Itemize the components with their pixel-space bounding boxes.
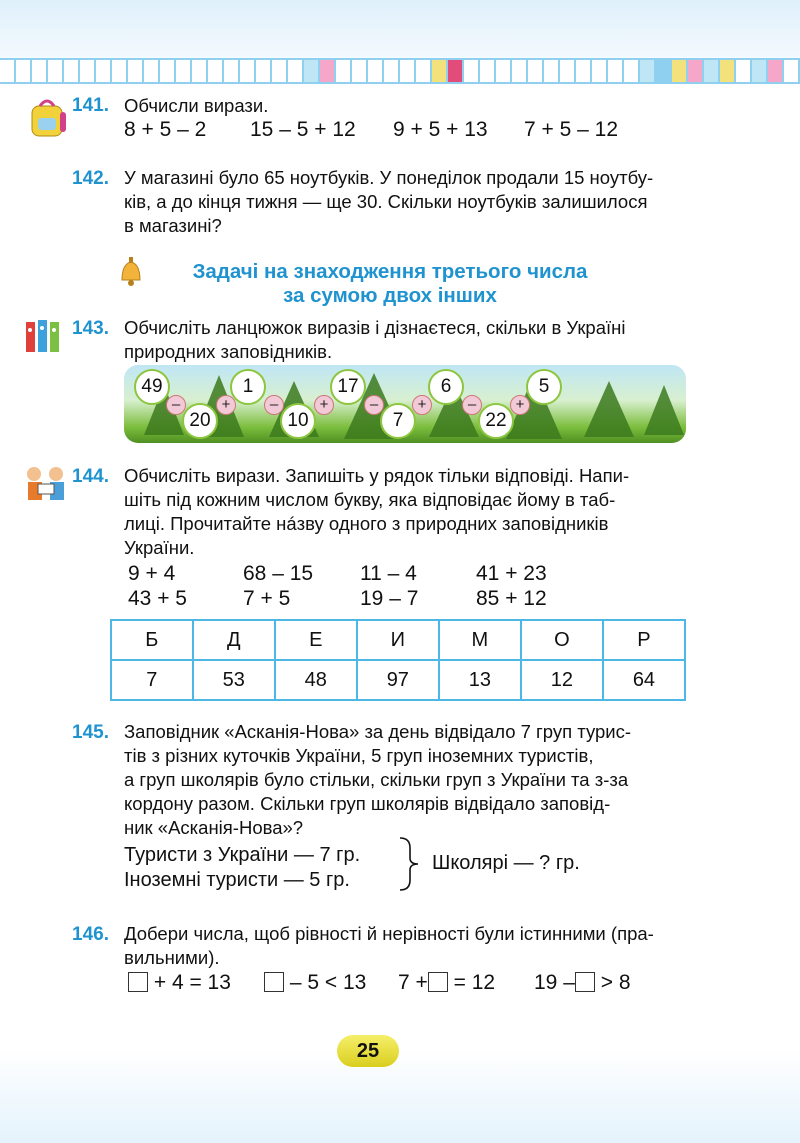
strip-cell bbox=[496, 60, 512, 82]
chain-number: 1 bbox=[230, 369, 266, 405]
task-text: Обчисли вирази. bbox=[124, 95, 269, 116]
equation-text: 7 + bbox=[398, 971, 428, 994]
task-text-line: Заповідник «Асканія-Нова» за день відвідало 7 груп турис- bbox=[124, 721, 632, 742]
decorative-color-strip bbox=[0, 58, 800, 84]
expression: 15 – 5 + 12 bbox=[250, 118, 356, 141]
chain-forest-banner bbox=[124, 365, 686, 443]
strip-cell bbox=[176, 60, 192, 82]
task-text-line: природних заповідників. bbox=[124, 341, 333, 362]
expression: 11 – 4 bbox=[360, 562, 417, 585]
equation-text: – 5 < 13 bbox=[289, 971, 367, 994]
strip-cell bbox=[400, 60, 416, 82]
strip-cell bbox=[192, 60, 208, 82]
operator-sign: – bbox=[166, 395, 186, 415]
kids-reading-icon bbox=[18, 462, 70, 515]
strip-cell bbox=[416, 60, 432, 82]
chain-number: 20 bbox=[182, 403, 218, 439]
strip-cell bbox=[96, 60, 112, 82]
table-cell: 7 bbox=[111, 660, 193, 700]
strip-cell bbox=[688, 60, 704, 82]
pencils-icon bbox=[20, 316, 70, 363]
section-heading-line2: за сумою двох інших bbox=[283, 284, 497, 307]
table-cell: 12 bbox=[521, 660, 603, 700]
bell-icon bbox=[114, 254, 148, 293]
strip-cell bbox=[64, 60, 80, 82]
strip-cell bbox=[704, 60, 720, 82]
strip-cell bbox=[640, 60, 656, 82]
table-cell: Р bbox=[603, 620, 685, 660]
equation-text: + 4 = 13 bbox=[153, 971, 231, 994]
chain-number: 7 bbox=[380, 403, 416, 439]
task-text-line: вильними). bbox=[124, 947, 220, 968]
question-line: Школярі — ? гр. bbox=[432, 852, 580, 874]
table-cell: 48 bbox=[275, 660, 357, 700]
strip-cell bbox=[352, 60, 368, 82]
section-heading-line1: Задачі на знаходження третього числа bbox=[192, 260, 588, 283]
strip-cell bbox=[624, 60, 640, 82]
operator-sign: + bbox=[510, 395, 530, 415]
table-cell: 13 bbox=[439, 660, 521, 700]
strip-cell bbox=[0, 60, 16, 82]
expression: 85 + 12 bbox=[476, 587, 547, 610]
strip-cell bbox=[736, 60, 752, 82]
equation-text: = 12 bbox=[453, 971, 496, 994]
table-cell: М bbox=[439, 620, 521, 660]
table-row-numbers bbox=[111, 660, 685, 700]
page-number: 25 bbox=[337, 1035, 399, 1067]
operator-sign: + bbox=[216, 395, 236, 415]
expression: 9 + 5 + 13 bbox=[393, 118, 488, 141]
condition-line: Туристи з України — 7 гр. bbox=[124, 844, 361, 866]
strip-cell bbox=[784, 60, 800, 82]
strip-cell bbox=[256, 60, 272, 82]
expression: 8 + 5 – 2 bbox=[124, 118, 207, 141]
task-text-line: ків, а до кінця тижня — ще 30. Скільки ноутбуків залишилося bbox=[124, 191, 648, 212]
expression: 19 – 7 bbox=[360, 587, 419, 610]
task-text-line: в магазині? bbox=[124, 215, 222, 236]
expression: 43 + 5 bbox=[128, 587, 187, 610]
table-cell: И bbox=[357, 620, 439, 660]
chain-number: 5 bbox=[526, 369, 562, 405]
table-cell: Б bbox=[111, 620, 193, 660]
equation-text: 19 – bbox=[534, 971, 575, 994]
operator-sign: – bbox=[364, 395, 384, 415]
task-text-line: тів з різних куточків України, 5 груп іноземних туристів, bbox=[124, 745, 594, 766]
strip-cell bbox=[336, 60, 352, 82]
task-number: 145. bbox=[72, 722, 109, 743]
table-cell: 53 bbox=[193, 660, 275, 700]
strip-cell bbox=[528, 60, 544, 82]
equation bbox=[128, 971, 231, 995]
task-number: 142. bbox=[72, 168, 109, 189]
strip-cell bbox=[448, 60, 464, 82]
task-text-line: України. bbox=[124, 537, 195, 558]
task-number: 143. bbox=[72, 318, 109, 339]
strip-cell bbox=[608, 60, 624, 82]
backpack-icon bbox=[26, 98, 70, 145]
chain-number: 49 bbox=[134, 369, 170, 405]
strip-cell bbox=[368, 60, 384, 82]
expression: 7 + 5 bbox=[243, 587, 291, 610]
task-text-line: шіть під кожним числом букву, яка відповідає йому в таб- bbox=[124, 489, 616, 510]
operator-sign: – bbox=[264, 395, 284, 415]
task-text-line: кордону разом. Скільки груп школярів відвідало заповід- bbox=[124, 793, 611, 814]
strip-cell bbox=[272, 60, 288, 82]
chain-number: 6 bbox=[428, 369, 464, 405]
task-number: 146. bbox=[72, 924, 109, 945]
curly-brace-icon bbox=[396, 836, 422, 897]
strip-cell bbox=[304, 60, 320, 82]
task-text-line: Обчисліть вирази. Запишіть у рядок тільки відповіді. Напи- bbox=[124, 465, 630, 486]
equation-text: > 8 bbox=[600, 971, 631, 994]
strip-cell bbox=[160, 60, 176, 82]
expression: 9 + 4 bbox=[128, 562, 176, 585]
strip-cell bbox=[208, 60, 224, 82]
task-text-line: У магазині було 65 ноутбуків. У понеділок продали 15 ноутбу- bbox=[124, 167, 654, 188]
strip-cell bbox=[672, 60, 688, 82]
task-text-line: Добери числа, щоб рівності й нерівності були істинними (пра- bbox=[124, 923, 654, 944]
expression: 7 + 5 – 12 bbox=[524, 118, 618, 141]
strip-cell bbox=[464, 60, 480, 82]
strip-cell bbox=[32, 60, 48, 82]
strip-cell bbox=[48, 60, 64, 82]
table-cell: Д bbox=[193, 620, 275, 660]
strip-cell bbox=[432, 60, 448, 82]
equation bbox=[264, 971, 366, 995]
chain-number: 22 bbox=[478, 403, 514, 439]
strip-cell bbox=[480, 60, 496, 82]
strip-cell bbox=[16, 60, 32, 82]
letter-number-table bbox=[110, 619, 686, 701]
strip-cell bbox=[240, 60, 256, 82]
condition-line: Іноземні туристи — 5 гр. bbox=[124, 869, 350, 891]
answer-box[interactable] bbox=[428, 972, 448, 992]
table-cell: 64 bbox=[603, 660, 685, 700]
chain-number: 17 bbox=[330, 369, 366, 405]
expression: 41 + 23 bbox=[476, 562, 547, 585]
strip-cell bbox=[288, 60, 304, 82]
operator-sign: – bbox=[462, 395, 482, 415]
strip-cell bbox=[752, 60, 768, 82]
table-cell: О bbox=[521, 620, 603, 660]
strip-cell bbox=[560, 60, 576, 82]
strip-cell bbox=[512, 60, 528, 82]
answer-box[interactable] bbox=[575, 972, 595, 992]
answer-box[interactable] bbox=[128, 972, 148, 992]
task-number: 144. bbox=[72, 466, 109, 487]
equation bbox=[534, 971, 631, 995]
strip-cell bbox=[768, 60, 784, 82]
chain-number: 10 bbox=[280, 403, 316, 439]
strip-cell bbox=[144, 60, 160, 82]
table-cell: 97 bbox=[357, 660, 439, 700]
task-text-line: лиці. Прочитайте нáзву одного з природних заповідників bbox=[124, 513, 609, 534]
task-text-line: Обчисліть ланцюжок виразів і дізнаєтеся, скільки в Україні bbox=[124, 317, 626, 338]
strip-cell bbox=[384, 60, 400, 82]
strip-cell bbox=[112, 60, 128, 82]
strip-cell bbox=[576, 60, 592, 82]
task-text-line: а груп школярів було стільки, скільки груп з України та з-за bbox=[124, 769, 629, 790]
strip-cell bbox=[224, 60, 240, 82]
strip-cell bbox=[544, 60, 560, 82]
equation bbox=[398, 971, 495, 995]
table-row-letters bbox=[111, 620, 685, 660]
operator-sign: + bbox=[412, 395, 432, 415]
strip-cell bbox=[320, 60, 336, 82]
strip-cell bbox=[720, 60, 736, 82]
task-number: 141. bbox=[72, 95, 109, 116]
task-text-line: ник «Асканія-Нова»? bbox=[124, 817, 304, 838]
strip-cell bbox=[656, 60, 672, 82]
expression: 68 – 15 bbox=[243, 562, 314, 585]
strip-cell bbox=[128, 60, 144, 82]
table-cell: Е bbox=[275, 620, 357, 660]
operator-sign: + bbox=[314, 395, 334, 415]
answer-box[interactable] bbox=[264, 972, 284, 992]
strip-cell bbox=[80, 60, 96, 82]
strip-cell bbox=[592, 60, 608, 82]
